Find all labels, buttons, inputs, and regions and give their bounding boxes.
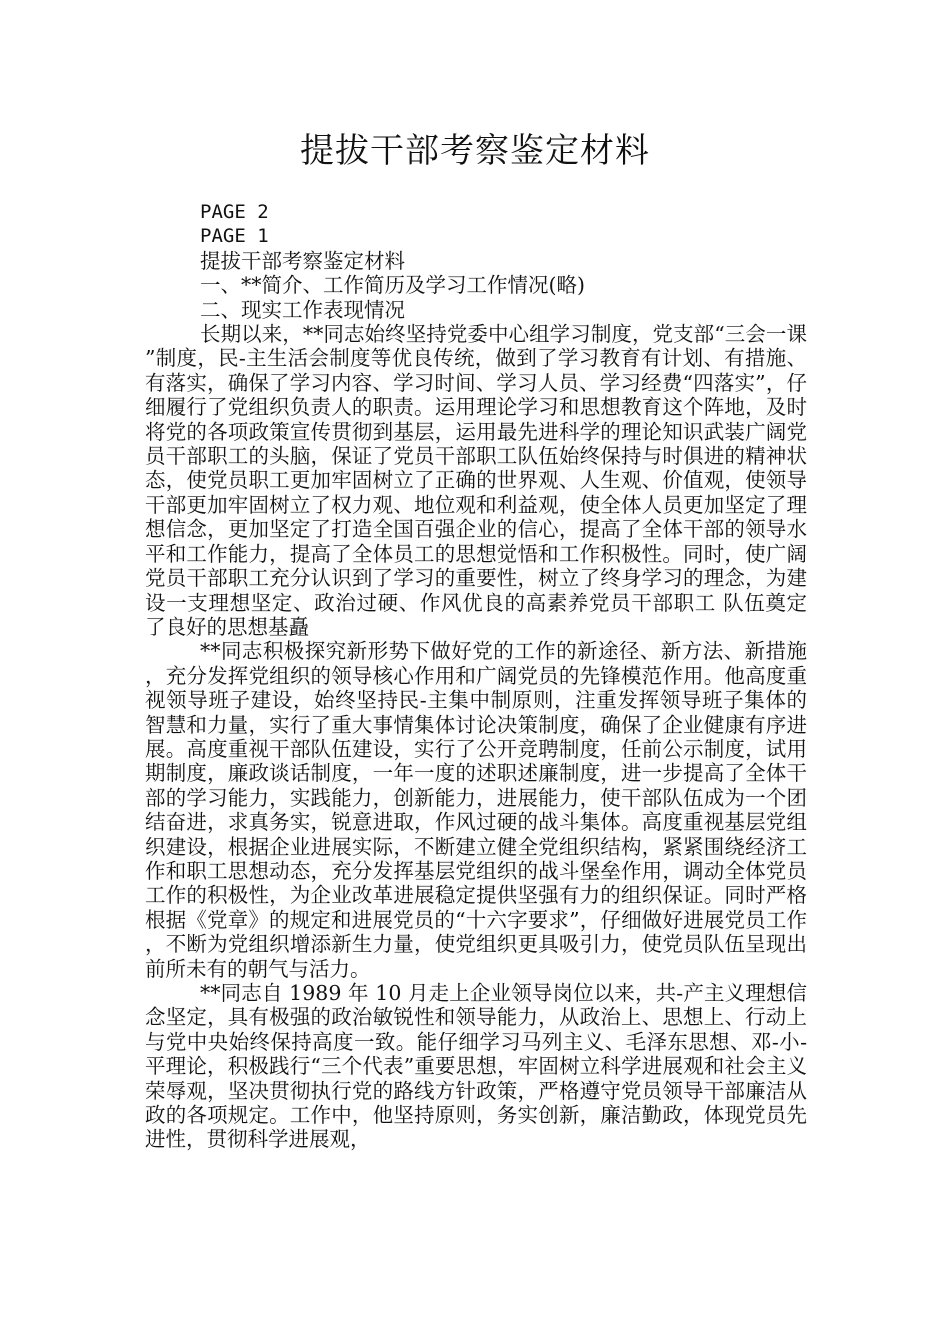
section-heading-2: 二、现实工作表现情况	[200, 297, 405, 322]
body-paragraph: **同志自 1989 年 10 月走上企业领导岗位以来，共-产主义理想信念坚定，具有极强的政治敏锐性和领导能力，从政治上、思想上、行动上与党中央始终保持高度一致。能仔细学习马列主义、毛泽东思想、邓-小-平理论，积极践行“三个代表”重要思想，牢固树立科学进展观和社会主义荣辱观，坚决贯彻执行党的路线方针政策，严格遵守党员领导干部廉洁从政的各项规定。工作中，他坚持原则，务实创新，廉洁勤政，体现党员先进性，贯彻科学进展观，	[145, 981, 807, 1152]
section-heading-1: 一、**简介、工作简历及学习工作情况(略)	[200, 273, 585, 298]
document-title: 提拔干部考察鉴定材料	[300, 131, 650, 171]
page-marker: PAGE 1	[200, 225, 269, 248]
document-subtitle: 提拔干部考察鉴定材料	[200, 248, 405, 273]
body-paragraph: **同志积极探究新形势下做好党的工作的新途径、新方法、新措施，充分发挥党组织的领导核心作用和广阔党员的先锋模范作用。他高度重视领导班子建设，始终坚持民-主集中制原则，注重发挥领导班子集体的智慧和力量，实行了重大事情集体讨论决策制度，确保了企业健康有序进展。高度重视干部队伍建设，实行了公开竞聘制度，任前公示制度，试用期制度，廉政谈话制度，一年一度的述职述廉制度，进一步提高了全体干部的学习能力，实践能力，创新能力，进展能力，使干部队伍成为一个团结奋进，求真务实，锐意进取，作风过硬的战斗集体。高度重视基层党组织建设，根据企业进展实际，不断建立健全党组织结构，紧紧围绕经济工作和职工思想动态，充分发挥基层党组织的战斗堡垒作用，调动全体党员工作的积极性，为企业改革进展稳定提供坚强有力的组织保证。同时严格根据《党章》的规定和进展党员的“十六字要求”，仔细做好进展党员工作，不断为党组织增添新生力量，使党组织更具吸引力，使党员队伍呈现出前所未有的朝气与活力。	[145, 639, 807, 981]
body-paragraph: 长期以来，**同志始终坚持党委中心组学习制度，党支部“三会一课”制度，民-主生活会制度等优良传统，做到了学习教育有计划、有措施、有落实，确保了学习内容、学习时间、学习人员、学习经费“四落实”，仔细履行了党组织负责人的职责。运用理论学习和思想教育这个阵地，及时将党的各项政策宣传贯彻到基层，运用最先进科学的理论知识武装广阔党员干部职工的头脑，保证了党员干部职工队伍始终保持与时俱进的精神状态，使党员职工更加牢固树立了正确的世界观、人生观、价值观，使领导干部更加牢固树立了权力观、地位观和利益观，使全体人员更加坚定了理想信念，更加坚定了打造全国百强企业的信心，提高了全体干部的领导水平和工作能力，提高了全体员工的思想觉悟和工作积极性。同时，使广阔党员干部职工充分认识到了学习的重要性，树立了终身学习的理念，为建设一支理想坚定、政治过硬、作风优良的高素养党员干部职工 队伍奠定了良好的思想基矗	[145, 322, 807, 639]
document-body	[145, 200, 807, 1152]
page-marker: PAGE 2	[200, 201, 269, 223]
